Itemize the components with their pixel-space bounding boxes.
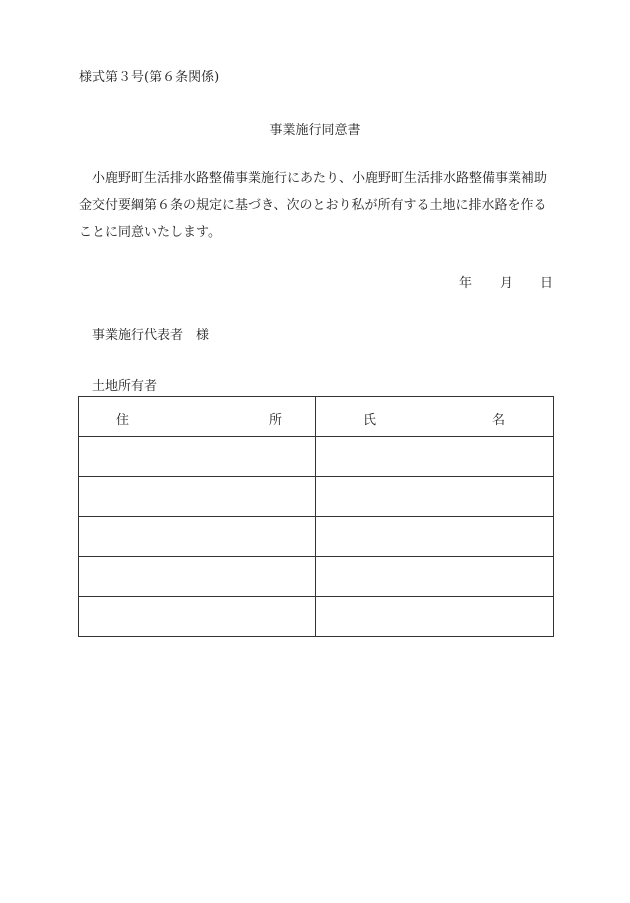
land-owner-table <box>78 396 554 637</box>
name-header-char-2: 名 <box>492 413 506 428</box>
date-day-label: 日 <box>540 276 554 291</box>
table-row <box>79 477 554 517</box>
body-text-line-2: 金交付要綱第６条の規定に基づき、次のとおり私が所有する土地に排水路を作る <box>79 198 547 213</box>
address-cell[interactable] <box>79 517 316 557</box>
date-year-label: 年 <box>459 276 473 291</box>
body-text-line-1: 小鹿野町生活排水路整備事業施行にあたり、小鹿野町生活排水路整備事業補助 <box>92 171 548 186</box>
table-row <box>79 437 554 477</box>
table-row <box>79 597 554 637</box>
land-owner-label: 土地所有者 <box>92 379 158 394</box>
form-number: 様式第３号(第６条関係) <box>79 70 220 85</box>
name-cell[interactable] <box>316 597 554 637</box>
name-cell[interactable] <box>316 557 554 597</box>
name-header <box>316 397 554 437</box>
table-row <box>79 517 554 557</box>
address-cell[interactable] <box>79 437 316 477</box>
address-header-char-1: 住 <box>116 413 130 428</box>
address-cell[interactable] <box>79 597 316 637</box>
name-cell[interactable] <box>316 477 554 517</box>
name-cell[interactable] <box>316 437 554 477</box>
name-cell[interactable] <box>316 517 554 557</box>
table-row <box>79 557 554 597</box>
address-cell[interactable] <box>79 557 316 597</box>
table-header-row <box>79 397 554 437</box>
address-cell[interactable] <box>79 477 316 517</box>
body-text-line-3: ことに同意いたします。 <box>79 225 221 240</box>
date-month-label: 月 <box>500 276 514 291</box>
address-header-char-2: 所 <box>269 413 283 428</box>
addressee: 事業施行代表者 様 <box>92 328 210 343</box>
address-header <box>79 397 316 437</box>
name-header-char-1: 氏 <box>363 413 377 428</box>
document-title: 事業施行同意書 <box>269 123 361 138</box>
